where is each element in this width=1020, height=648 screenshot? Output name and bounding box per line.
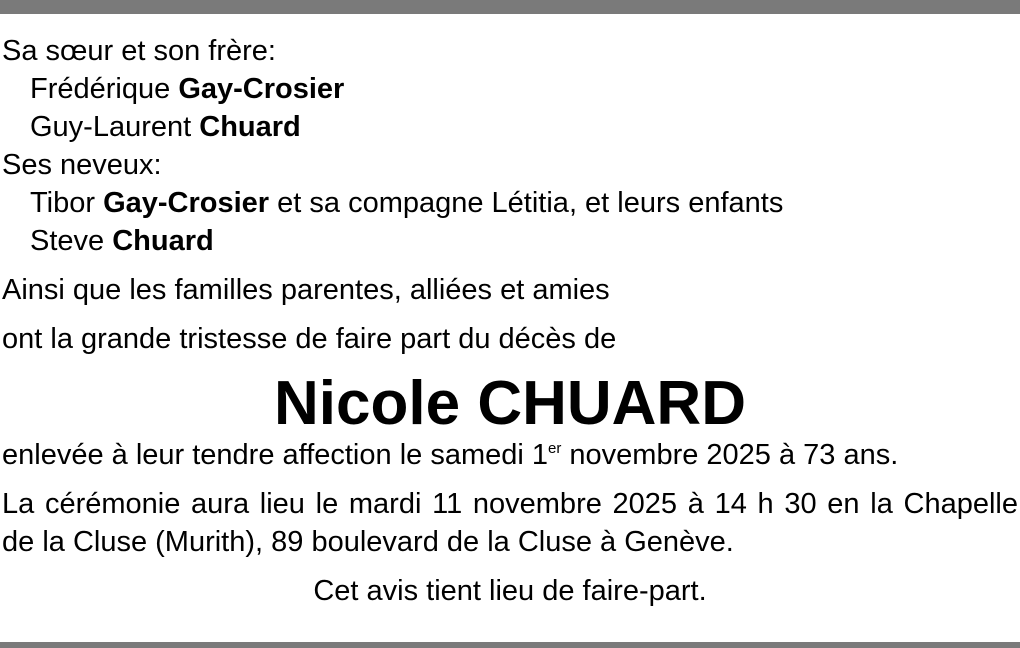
nephew-surname: Gay-Crosier [103,187,270,219]
relative-surname: Gay-Crosier [178,73,345,105]
families-line: Ainsi que les familles parentes, alliées et amies [2,274,610,306]
relative-surname: Chuard [199,111,301,143]
heading-sister-brother: Sa sœur et son frère: [2,35,276,67]
nephew-line [2,222,1018,260]
nephew-detail: et sa compagne Létitia, et leurs enfants [277,187,784,219]
death-line-text-end: novembre 2025 à 73 ans. [561,439,899,471]
relative-line [2,108,1018,146]
relative-first-name: Frédérique [30,73,171,105]
bottom-rule [0,642,1020,648]
closing-line: Cet avis tient lieu de faire-part. [313,575,707,607]
announce-line: ont la grande tristesse de faire part du décès de [2,323,617,355]
nephew-line [2,184,1018,222]
death-line-text: enlevée à leur tendre affection le samedi 1 [2,439,548,471]
deceased-name: Nicole CHUARD [274,369,746,438]
ordinal-suffix: er [548,440,562,457]
nephew-surname: Chuard [112,225,214,257]
nephew-first-name: Tibor [30,187,95,219]
relative-first-name: Guy-Laurent [30,111,192,143]
relative-line [2,70,1018,108]
ceremony-paragraph: La cérémonie aura lieu le mardi 11 novembre 2025 à 14 h 30 en la Chapelle de la Cluse (Murith), 89 boulevard de la Cluse à Genève. [2,488,1018,558]
heading-nephews: Ses neveux: [2,149,162,181]
nephew-first-name: Steve [30,225,105,257]
death-date-line [2,436,1018,474]
death-notice [2,32,1018,610]
top-rule [0,0,1020,14]
